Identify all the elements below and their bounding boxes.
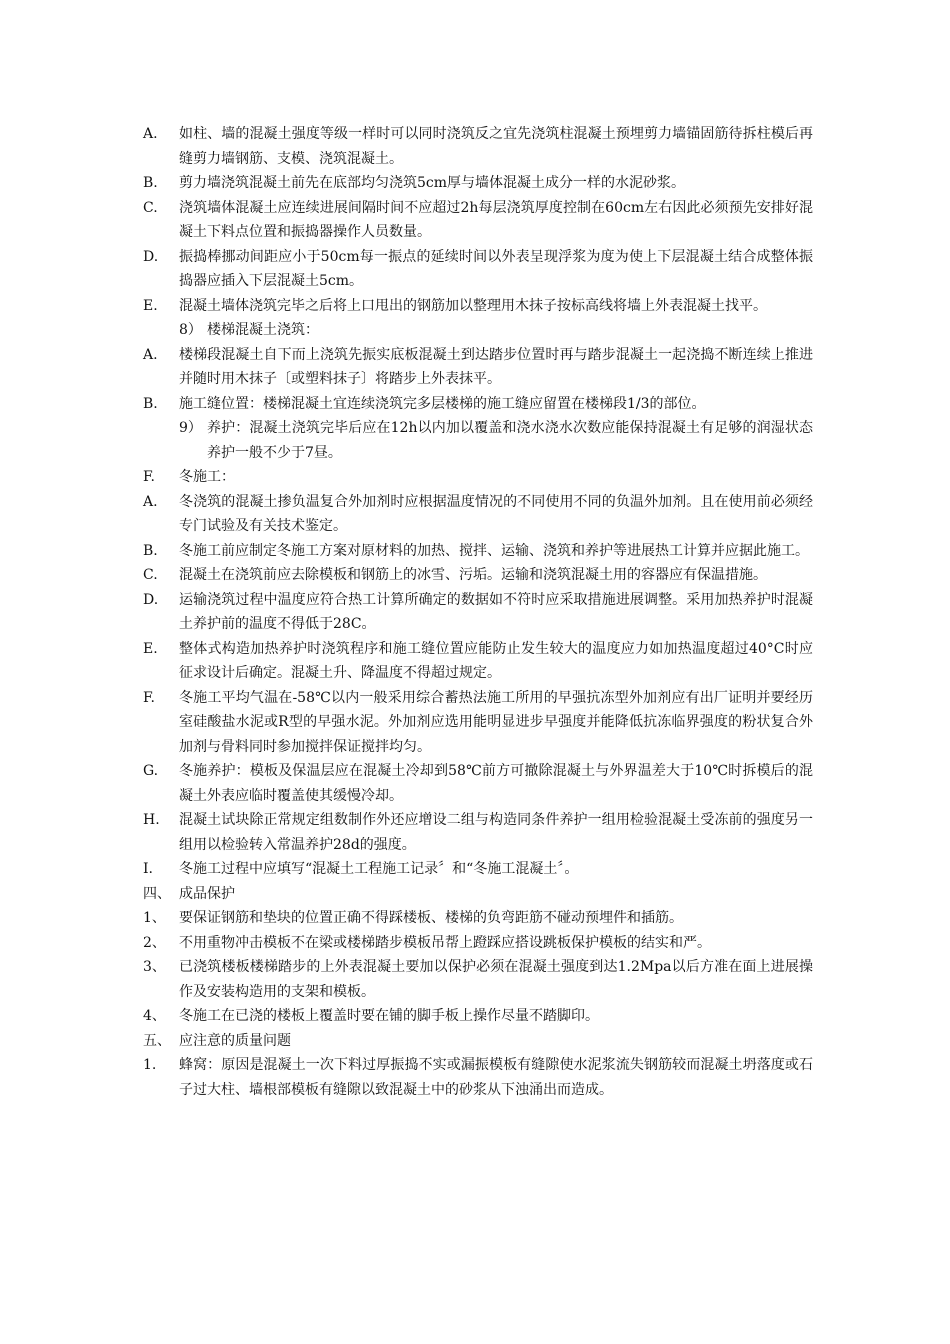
- list-text: 浇筑墙体混凝土应连续进展间隔时间不应超过2h每层浇筑厚度控制在60cm左右因此必须预先安排好混凝土下料点位置和振捣器操作人员数量。: [179, 199, 813, 240]
- list-text: 整体式构造加热养护时浇筑程序和施工缝位置应能防止发生较大的温度应力如加热温度超过40°C时应征求设计后确定。混凝土升、降温度不得超过规定。: [179, 640, 813, 681]
- list-text: 混凝土墙体浇筑完毕之后将上口甩出的钢筋加以整理用木抹子按标高线将墙上外表混凝土找平。: [179, 297, 767, 314]
- list-text: 冬施工：: [179, 469, 235, 485]
- list-text: 要保证钢筋和垫块的位置正确不得踩楼板、楼梯的负弯距筋不碰动预埋件和插筋。: [179, 910, 683, 926]
- list-marker: 2、: [143, 934, 166, 951]
- sub-heading: [143, 416, 813, 465]
- list-marker: G.: [143, 763, 159, 779]
- list-item: [143, 539, 813, 564]
- list-marker: A.: [143, 346, 158, 363]
- list-marker: B.: [143, 395, 158, 412]
- list-item: [143, 245, 813, 294]
- list-item: [143, 588, 813, 637]
- list-text: 振捣棒挪动间距应小于50cm每一振点的延续时间以外表呈现浮浆为度为使上下层混凝土结合成整体振捣器应插入下层混凝土5cm。: [179, 248, 813, 289]
- section-marker: 五、: [143, 1032, 171, 1049]
- list-marker: A.: [143, 493, 158, 510]
- list-text: 冬施工过程中应填写“混凝土工程施工记录〞和“冬施工混凝土〞。: [179, 861, 579, 877]
- list-item: [143, 196, 813, 245]
- list-text: 楼梯混凝土浇筑：: [207, 322, 319, 338]
- list-marker: A.: [143, 126, 158, 142]
- list-item: [143, 759, 813, 808]
- list-marker: E.: [143, 297, 158, 314]
- list-item: [143, 392, 813, 417]
- list-item: [143, 1053, 813, 1102]
- section-marker: 四、: [143, 885, 171, 902]
- list-item: [143, 906, 813, 931]
- list-text: 蜂窝：原因是混凝土一次下料过厚振捣不实或漏振模板有缝隙使水泥浆流失钢筋较而混凝土坍落度或石子过大柱、墙根部模板有缝隙以致混凝土中的砂浆从下浊涌出而造成。: [179, 1057, 813, 1098]
- list-text: 冬浇筑的混凝土掺负温复合外加剂时应根据温度情况的不同使用不同的负温外加剂。且在使用前必须经专门试验及有关技术鉴定。: [179, 493, 813, 534]
- list-marker: B.: [143, 175, 158, 191]
- list-text: 运输浇筑过程中温度应符合热工计算所确定的数据如不符时应采取措施进展调整。采用加热养护时混凝土养护前的温度不得低于28C。: [179, 591, 813, 632]
- list-marker: 8）: [179, 322, 202, 338]
- list-marker: B.: [143, 542, 158, 559]
- list-item: [143, 343, 813, 392]
- list-text: 冬施工前应制定冬施工方案对原材料的加热、搅拌、运输、浇筑和养护等进展热工计算并应据此施工。: [179, 542, 809, 559]
- list-text: 剪力墙浇筑混凝土前先在底部均匀浇筑5cm厚与墙体混凝土成分一样的水泥砂浆。: [179, 175, 686, 191]
- list-item: [143, 637, 813, 686]
- list-marker: F.: [143, 689, 155, 706]
- list-text: 不用重物冲击模板不在梁或楼梯踏步模板吊帮上蹬踩应搭设跳板保护模板的结实和严。: [179, 934, 711, 951]
- list-text: 混凝土试块除正常规定组数制作外还应增设二组与构造同条件养护一组用检验混凝土受冻前的强度另一组用以检验转入常温养护28d的强度。: [179, 812, 813, 853]
- list-text: 冬施养护：模板及保温层应在混凝土冷却到58℃前方可撤除混凝土与外界温差大于10℃时拆模后的混凝土外表应临时覆盖使其缓慢冷却。: [179, 763, 813, 804]
- list-marker: H.: [143, 812, 160, 828]
- list-text: 如柱、墙的混凝土强度等级一样时可以同时浇筑反之宜先浇筑柱混凝土预埋剪力墙锚固筋待拆柱模后再缝剪力墙钢筋、支模、浇筑混凝土。: [179, 126, 813, 167]
- list-marker: 9）: [179, 420, 202, 436]
- list-marker: C.: [143, 199, 158, 216]
- list-item: [143, 294, 813, 319]
- list-text: 楼梯段混凝土自下而上浇筑先振实底板混凝土到达踏步位置时再与踏步混凝土一起浇捣不断连续上推进并随时用木抹子〔或塑料抹子〕将踏步上外表抹平。: [179, 346, 813, 387]
- section-heading: [143, 1029, 813, 1054]
- list-text: 已浇筑楼板楼梯踏步的上外表混凝土要加以保护必须在混凝土强度到达1.2Mpa以后方准在面上进展操作及安装构造用的支架和模板。: [179, 959, 813, 1000]
- list-item: [143, 857, 813, 882]
- list-text: 养护：混凝土浇筑完毕后应在12h以内加以覆盖和浇水浇水次数应能保持混凝土有足够的润湿状态养护一般不少于7昼。: [207, 420, 813, 461]
- list-item: [143, 955, 813, 1004]
- document-body: [143, 122, 813, 1102]
- list-item: [143, 563, 813, 588]
- list-marker: E.: [143, 640, 158, 657]
- list-item: [143, 808, 813, 857]
- list-marker: 3、: [143, 959, 166, 975]
- list-marker: 1、: [143, 910, 166, 926]
- list-text: 冬施工平均气温在-58℃以内一般采用综合蓄热法施工所用的早强抗冻型外加剂应有出厂证明并要经历室硅酸盐水泥或R型的早强水泥。外加剂应选用能明显进步早强度并能降低抗冻临界强度的粉状复合外加剂与骨料同时参加搅拌保证搅拌均匀。: [179, 689, 813, 755]
- section-heading: [143, 882, 813, 907]
- list-marker: 1.: [143, 1057, 157, 1073]
- list-marker: C.: [143, 567, 158, 583]
- list-item: [143, 171, 813, 196]
- section-title: 应注意的质量问题: [179, 1032, 291, 1049]
- list-text: 冬施工在已浇的楼板上覆盖时要在铺的脚手板上操作尽量不踏脚印。: [179, 1008, 599, 1024]
- list-item: [143, 1004, 813, 1029]
- list-marker: D.: [143, 591, 159, 608]
- list-text: 施工缝位置：楼梯混凝土宜连续浇筑完多层楼梯的施工缝应留置在楼梯段1/3的部位。: [179, 395, 706, 412]
- list-text: 混凝土在浇筑前应去除模板和钢筋上的冰雪、污垢。运输和浇筑混凝土用的容器应有保温措施。: [179, 567, 767, 583]
- list-item: [143, 931, 813, 956]
- list-item: [143, 122, 813, 171]
- section-title: 成品保护: [179, 885, 235, 902]
- list-item: [143, 465, 813, 490]
- list-item: [143, 490, 813, 539]
- sub-heading: [143, 318, 813, 343]
- list-marker: I.: [143, 861, 153, 877]
- list-item: [143, 686, 813, 760]
- list-marker: 4、: [143, 1008, 166, 1024]
- list-marker: F.: [143, 469, 155, 485]
- list-marker: D.: [143, 248, 159, 265]
